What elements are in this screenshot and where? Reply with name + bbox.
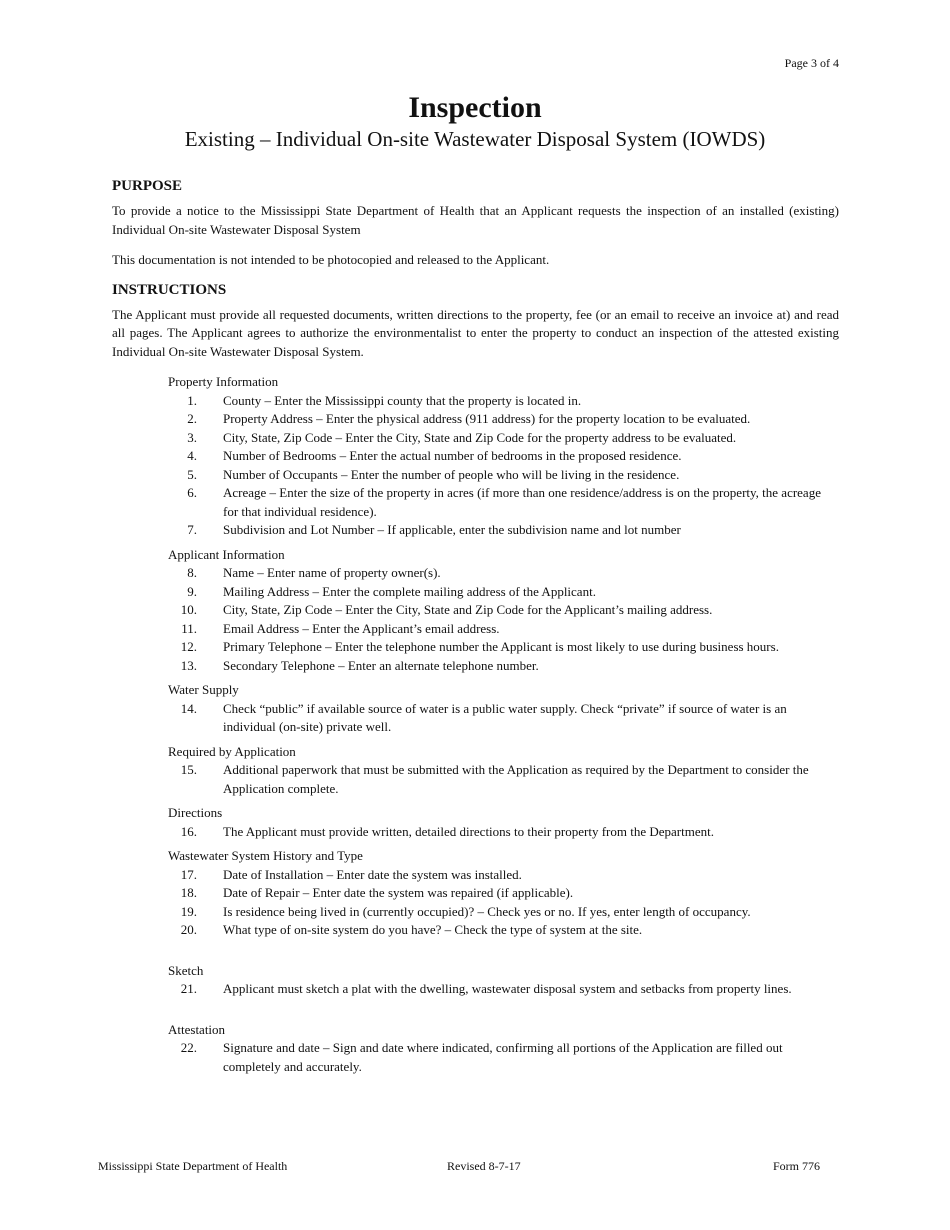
list-item — [168, 601, 839, 620]
list-item — [168, 429, 839, 448]
purpose-heading: PURPOSE — [112, 178, 183, 194]
item-number: 15. — [180, 762, 197, 777]
item-number: 19. — [180, 903, 197, 919]
item-text: Secondary Telephone – Enter an alternate telephone number. — [223, 657, 539, 673]
item-text: Date of Installation – Enter date the system was installed. — [223, 866, 522, 882]
item-number: 12. — [180, 639, 197, 654]
item-text: Date of Repair – Enter date the system was repaired (if applicable). — [223, 885, 574, 900]
list-item — [168, 447, 839, 466]
list-item — [168, 620, 839, 639]
instruction-list — [168, 866, 839, 940]
item-number: 21. — [180, 981, 197, 996]
group-title: Attestation — [168, 1021, 226, 1037]
instruction-group — [168, 1021, 839, 1077]
list-item — [168, 823, 839, 842]
group-title: Sketch — [168, 962, 204, 978]
item-number: 6. — [187, 485, 197, 500]
item-text: City, State, Zip Code – Enter the City, State and Zip Code for the property address to be evaluated. — [223, 429, 737, 445]
item-number: 1. — [187, 392, 197, 408]
item-text: Primary Telephone – Enter the telephone number the Applicant is most likely to use during business hours. — [223, 639, 779, 654]
instruction-group — [168, 743, 839, 799]
instruction-list — [168, 1039, 839, 1076]
item-text: Acreage – Enter the size of the property in acres (if more than one residence/address is on the property, the acreage for that individual residence). — [223, 485, 821, 519]
item-text: Signature and date – Sign and date where indicated, confirming all portions of the Application are filled out completely and accurately. — [223, 1040, 783, 1074]
instruction-group — [168, 373, 839, 540]
list-item — [168, 903, 839, 922]
item-number: 17. — [180, 866, 197, 882]
instruction-list — [168, 980, 839, 999]
item-number: 2. — [187, 411, 197, 426]
instruction-list — [168, 823, 839, 842]
page-title: Inspection — [408, 91, 542, 124]
group-title: Water Supply — [168, 682, 239, 697]
list-item — [168, 657, 839, 676]
item-number: 16. — [180, 823, 197, 839]
group-title: Property Information — [168, 374, 279, 389]
list-item — [168, 921, 839, 940]
group-title: Required by Application — [168, 743, 296, 759]
list-item — [168, 884, 839, 903]
list-item — [168, 761, 839, 798]
item-text: Mailing Address – Enter the complete mailing address of the Applicant. — [223, 583, 596, 599]
list-item — [168, 564, 839, 583]
list-item — [168, 521, 839, 540]
list-item — [168, 1039, 839, 1076]
item-number: 8. — [187, 565, 197, 580]
item-text: Check “public” if available source of water is a public water supply. Check “private” if source of water is an individual (on-site) private well. — [223, 700, 787, 734]
list-item — [168, 700, 839, 737]
group-title: Wastewater System History and Type — [168, 848, 363, 863]
instruction-list — [168, 761, 839, 798]
instruction-group — [168, 681, 839, 737]
item-text: What type of on-site system do you have? – Check the type of system at the site. — [223, 922, 643, 937]
page-subtitle: Existing – Individual On-site Wastewater Disposal System (IOWDS) — [184, 127, 766, 151]
item-number: 4. — [187, 448, 197, 463]
item-number: 20. — [180, 922, 197, 937]
page-number: Page 3 of 4 — [784, 56, 839, 70]
group-title: Directions — [168, 805, 223, 820]
instruction-list — [168, 392, 839, 540]
item-text: Number of Occupants – Enter the number of people who will be living in the residence. — [223, 466, 680, 482]
item-text: Additional paperwork that must be submitted with the Application as required by the Department to consider the Application complete. — [223, 762, 809, 796]
list-item — [168, 410, 839, 429]
item-number: 13. — [180, 657, 197, 673]
instruction-groups — [112, 373, 839, 1076]
instruction-group — [168, 847, 839, 940]
item-text: Is residence being lived in (currently occupied)? – Check yes or no. If yes, enter length of occupancy. — [223, 903, 751, 919]
item-text: Property Address – Enter the physical address (911 address) for the property location to be evaluated. — [223, 411, 751, 426]
item-number: 11. — [181, 620, 197, 636]
list-item — [168, 583, 839, 602]
item-number: 3. — [187, 429, 197, 445]
document-body — [112, 176, 839, 1082]
instruction-group — [168, 546, 839, 676]
purpose-text: To provide a notice to the Mississippi State Department of Health that an Applicant requests the inspection of an installed (existing) Individual On-site Wastewater Disposal System — [112, 203, 839, 237]
item-text: Applicant must sketch a plat with the dwelling, wastewater disposal system and setbacks from property lines. — [223, 981, 792, 996]
footer-revision: Revised 8-7-17 — [447, 1159, 521, 1173]
item-text: Email Address – Enter the Applicant’s email address. — [223, 620, 500, 636]
instructions-heading: INSTRUCTIONS — [112, 281, 227, 298]
item-number: 10. — [180, 602, 197, 617]
item-number: 5. — [187, 466, 197, 482]
item-text: Number of Bedrooms – Enter the actual number of bedrooms in the proposed residence. — [223, 448, 682, 463]
footer-form-number: Form 776 — [773, 1159, 821, 1173]
list-item — [168, 392, 839, 411]
item-text: The Applicant must provide written, detailed directions to their property from the Department. — [223, 823, 714, 839]
instruction-list — [168, 564, 839, 675]
item-text: County – Enter the Mississippi county that the property is located in. — [223, 392, 582, 408]
footer-agency: Mississippi State Department of Health — [98, 1159, 288, 1173]
item-number: 14. — [180, 700, 197, 716]
list-item — [168, 980, 839, 999]
instruction-group — [168, 962, 839, 999]
list-item — [168, 638, 839, 657]
item-number: 18. — [180, 885, 197, 900]
list-item — [168, 466, 839, 485]
group-title: Applicant Information — [168, 546, 285, 562]
list-item — [168, 484, 839, 521]
item-number: 9. — [187, 583, 197, 599]
instruction-list — [168, 700, 839, 737]
item-text: City, State, Zip Code – Enter the City, State and Zip Code for the Applicant’s mailing address. — [223, 602, 713, 617]
item-text: Name – Enter name of property owner(s). — [223, 565, 441, 580]
instructions-text: The Applicant must provide all requested documents, written directions to the property, fee (or an email to receive an invoice at) and read all pages. The Applicant agrees to authorize the environmentalist to enter the property to conduct an inspection of the attested existing Individual On-site Wastewater Disposal System. — [112, 306, 839, 359]
item-text: Subdivision and Lot Number – If applicable, enter the subdivision name and lot number — [223, 522, 681, 537]
instruction-group — [168, 804, 839, 841]
list-item — [168, 866, 839, 885]
purpose-note: This documentation is not intended to be photocopied and released to the Applicant. — [112, 252, 550, 267]
item-number: 22. — [180, 1040, 197, 1055]
item-number: 7. — [187, 522, 197, 537]
